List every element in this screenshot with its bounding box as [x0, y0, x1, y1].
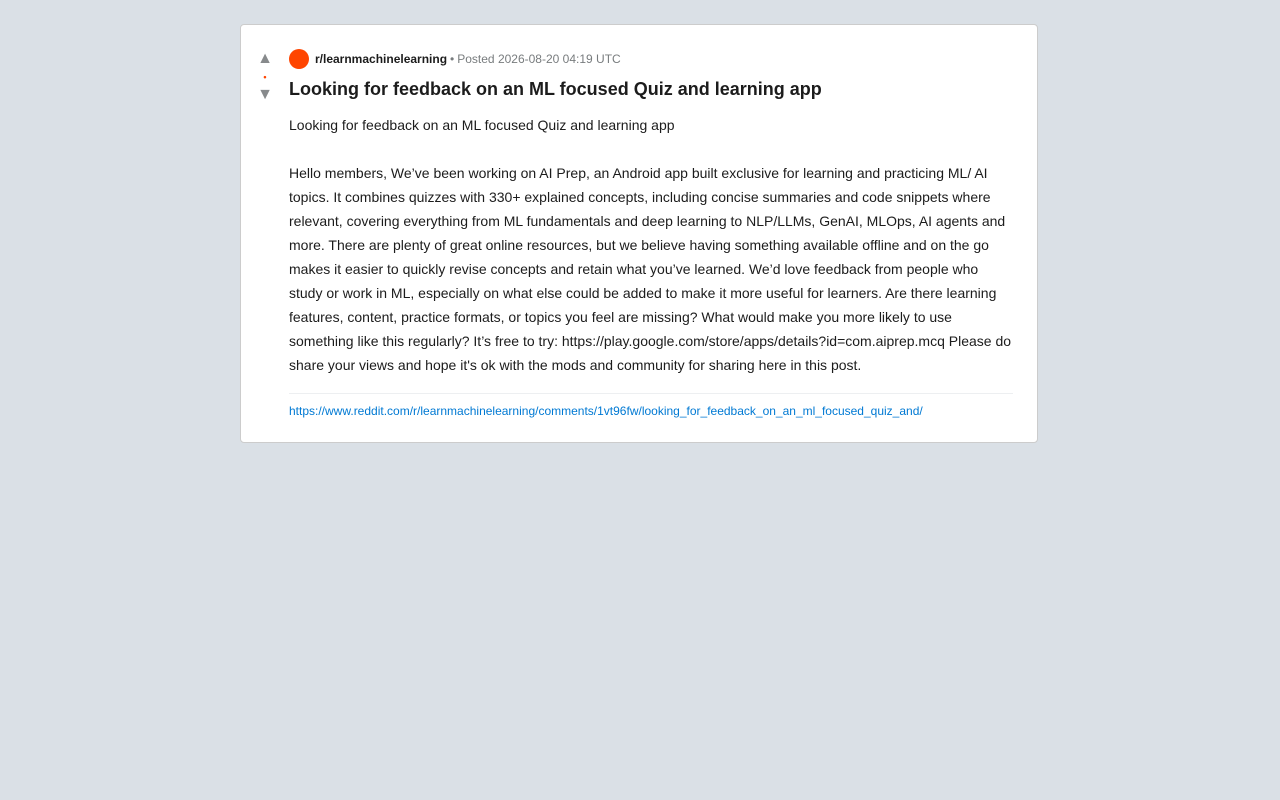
- posted-timestamp: Posted 2026-08-20 04:19 UTC: [457, 52, 621, 66]
- post-card: [240, 24, 1038, 443]
- post-content: [289, 25, 1037, 442]
- post-body-paragraph: Hello members, We’ve been working on AI Prep, an Android app built exclusive for learning and practicing ML/ AI topics. It combines quizzes with 330+ explained concepts, including concise summaries and code snippets where relevant, covering everything from ML fundamentals and deep learning to NLP/LLMs, GenAI, MLOps, AI agents and more. There are plenty of great online resources, but we believe having something available offline and on the go makes it easier to quickly revise concepts and retain what you’ve learned. We’d love feedback from people who study or work in ML, especially on what else could be added to make it more useful for learners. Are there learning features, content, practice formats, or topics you feel are missing? What would make you more likely to use something like this regularly? It’s free to try: https://play.google.com/store/apps/details?id=com.aiprep.mcq Please do share your views and hope it's ok with the mods and community for sharing here in this post.: [289, 165, 1012, 373]
- post-meta: [289, 49, 1013, 69]
- downvote-arrow-icon[interactable]: ▼: [257, 86, 273, 103]
- meta-separator: •: [450, 52, 455, 66]
- subreddit-icon[interactable]: [289, 49, 309, 69]
- subreddit-name[interactable]: r/learnmachinelearning: [315, 52, 448, 66]
- vote-column: [241, 25, 289, 442]
- divider: [289, 393, 1013, 394]
- post-title[interactable]: Looking for feedback on an ML focused Quiz and learning app: [289, 79, 822, 99]
- upvote-arrow-icon[interactable]: ▲: [257, 50, 273, 67]
- post-body: [289, 113, 1013, 377]
- post-permalink[interactable]: https://www.reddit.com/r/learnmachinelearning/comments/1vt96fw/looking_for_feedback_on_an_ml_focused_quiz_and/: [289, 404, 923, 418]
- vote-score: •: [263, 72, 267, 82]
- post-body-paragraph: Looking for feedback on an ML focused Quiz and learning app: [289, 117, 675, 133]
